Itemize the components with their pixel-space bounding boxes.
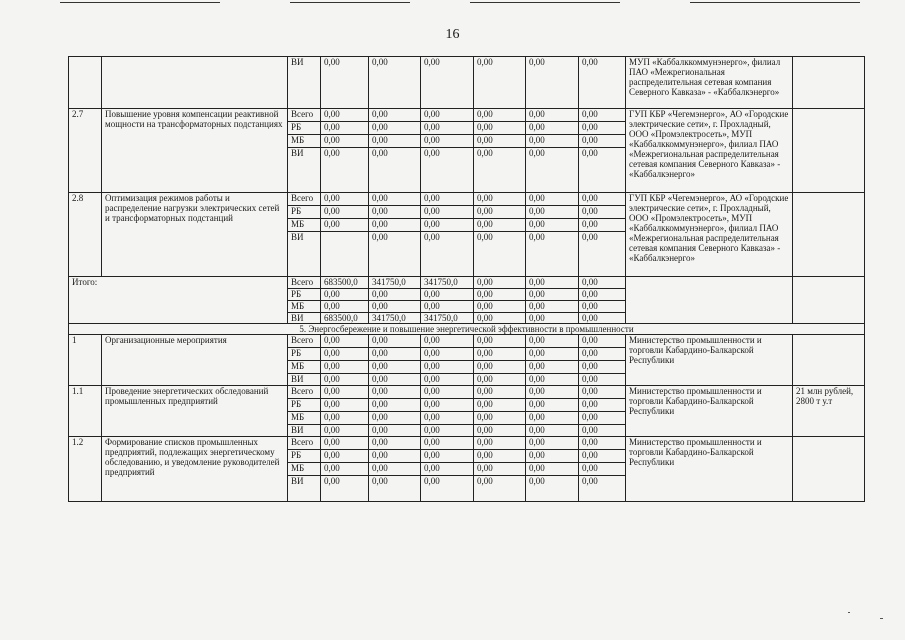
amount-cell: 0,00 — [421, 219, 474, 232]
amount-cell: 0,00 — [369, 193, 421, 206]
expected-result: 21 млн рублей, 2800 т у.т — [793, 386, 865, 437]
amount-cell: 0,00 — [421, 109, 474, 122]
amount-cell: 0,00 — [526, 206, 579, 219]
funding-source: ВИ — [288, 425, 321, 437]
executor: Министерство промышленности и торговли Кабардино-Балкарской Республики — [626, 386, 793, 437]
amount-cell: 0,00 — [321, 348, 369, 361]
amount-cell: 0,00 — [321, 450, 369, 463]
amount-cell: 0,00 — [369, 289, 421, 301]
amount-cell: 0,00 — [474, 313, 526, 324]
amount-cell: 0,00 — [474, 348, 526, 361]
amount-cell: 0,00 — [421, 476, 474, 502]
amount-cell: 0,00 — [474, 232, 526, 277]
funding-source: МБ — [288, 361, 321, 374]
amount-cell: 0,00 — [321, 399, 369, 412]
amount-cell: 0,00 — [526, 399, 579, 412]
amount-cell: 0,00 — [579, 135, 626, 148]
funding-source: МБ — [288, 301, 321, 313]
funding-source: Всего — [288, 335, 321, 348]
amount-cell: 0,00 — [369, 135, 421, 148]
amount-cell: 0,00 — [321, 219, 369, 232]
total-label: Итого: — [69, 277, 288, 324]
amount-cell: 0,00 — [321, 148, 369, 193]
amount-cell: 0,00 — [369, 219, 421, 232]
amount-cell: 0,00 — [579, 476, 626, 502]
amount-cell: 0,00 — [321, 122, 369, 135]
amount-cell: 0,00 — [579, 425, 626, 437]
executor: Министерство промышленности и торговли Кабардино-Балкарской Республики — [626, 335, 793, 386]
amount-cell: 0,00 — [369, 232, 421, 277]
executor: МУП «Каббалккоммунэнерго», филиал ПАО «Межрегиональная распределительная сетевая компания Северного Кавказа» - «Каббалкэнерго» — [626, 57, 793, 109]
amount-cell: 683500,0 — [321, 313, 369, 324]
amount-cell: 0,00 — [526, 289, 579, 301]
amount-cell: 0,00 — [369, 463, 421, 476]
amount-cell: 0,00 — [579, 374, 626, 386]
amount-cell: 0,00 — [321, 425, 369, 437]
amount-cell: 0,00 — [579, 399, 626, 412]
amount-cell: 0,00 — [369, 348, 421, 361]
amount-cell: 0,00 — [421, 412, 474, 425]
amount-cell: 0,00 — [421, 374, 474, 386]
table-body — [69, 57, 865, 502]
amount-cell: 0,00 — [421, 206, 474, 219]
section-row — [69, 324, 865, 335]
amount-cell: 0,00 — [526, 57, 579, 109]
funding-source: ВИ — [288, 374, 321, 386]
funding-source: РБ — [288, 206, 321, 219]
amount-cell — [321, 232, 369, 277]
measure-number: 1.1 — [69, 386, 102, 437]
amount-cell: 0,00 — [474, 361, 526, 374]
scan-speck — [880, 618, 883, 619]
amount-cell: 0,00 — [579, 450, 626, 463]
table-row — [69, 437, 865, 450]
amount-cell: 0,00 — [474, 148, 526, 193]
amount-cell: 0,00 — [526, 374, 579, 386]
amount-cell: 0,00 — [526, 148, 579, 193]
amount-cell: 0,00 — [579, 219, 626, 232]
amount-cell: 0,00 — [369, 386, 421, 399]
amount-cell: 0,00 — [369, 361, 421, 374]
amount-cell: 0,00 — [474, 289, 526, 301]
amount-cell: 0,00 — [526, 335, 579, 348]
amount-cell: 0,00 — [579, 386, 626, 399]
amount-cell: 0,00 — [579, 57, 626, 109]
amount-cell: 0,00 — [421, 386, 474, 399]
page-number: 16 — [445, 27, 460, 42]
amount-cell: 341750,0 — [369, 313, 421, 324]
section-title: 5. Энергосбережение и повышение энергетической эффективности в промышленности — [69, 324, 865, 335]
amount-cell: 0,00 — [579, 437, 626, 450]
measure-title — [102, 57, 288, 109]
amount-cell: 0,00 — [579, 122, 626, 135]
amount-cell: 0,00 — [579, 313, 626, 324]
amount-cell: 0,00 — [421, 450, 474, 463]
expected-result — [793, 437, 865, 502]
amount-cell: 0,00 — [579, 206, 626, 219]
amount-cell: 0,00 — [526, 361, 579, 374]
amount-cell: 0,00 — [474, 57, 526, 109]
amount-cell: 0,00 — [421, 122, 474, 135]
executor: Министерство промышленности и торговли Кабардино-Балкарской Республики — [626, 437, 793, 502]
amount-cell: 0,00 — [474, 219, 526, 232]
amount-cell: 0,00 — [421, 193, 474, 206]
amount-cell: 0,00 — [474, 374, 526, 386]
funding-source: Всего — [288, 437, 321, 450]
amount-cell: 0,00 — [579, 148, 626, 193]
amount-cell: 683500,0 — [321, 277, 369, 289]
amount-cell: 0,00 — [474, 206, 526, 219]
amount-cell: 0,00 — [579, 463, 626, 476]
amount-cell: 0,00 — [474, 122, 526, 135]
table-row — [69, 335, 865, 348]
amount-cell: 0,00 — [526, 122, 579, 135]
amount-cell: 0,00 — [369, 425, 421, 437]
amount-cell: 0,00 — [369, 335, 421, 348]
measure-title: Организационные мероприятия — [102, 335, 288, 386]
amount-cell: 0,00 — [526, 135, 579, 148]
table-row — [69, 109, 865, 122]
amount-cell: 0,00 — [474, 386, 526, 399]
amount-cell: 0,00 — [421, 425, 474, 437]
expected-result — [793, 335, 865, 386]
amount-cell: 0,00 — [526, 425, 579, 437]
amount-cell: 0,00 — [321, 374, 369, 386]
amount-cell: 0,00 — [579, 335, 626, 348]
amount-cell: 0,00 — [421, 399, 474, 412]
funding-source: ВИ — [288, 313, 321, 324]
amount-cell: 0,00 — [321, 386, 369, 399]
measure-title: Формирование списков промышленных предприятий, подлежащих энергетическому обследованию, и уведомление руководителей предприятий — [102, 437, 288, 502]
amount-cell: 0,00 — [421, 135, 474, 148]
amount-cell: 0,00 — [421, 335, 474, 348]
amount-cell: 0,00 — [526, 348, 579, 361]
amount-cell: 0,00 — [526, 109, 579, 122]
amount-cell: 0,00 — [321, 57, 369, 109]
amount-cell: 341750,0 — [421, 277, 474, 289]
amount-cell: 0,00 — [526, 301, 579, 313]
measure-title: Проведение энергетических обследований промышленных предприятий — [102, 386, 288, 437]
amount-cell: 0,00 — [321, 193, 369, 206]
amount-cell: 0,00 — [421, 232, 474, 277]
amount-cell: 0,00 — [369, 450, 421, 463]
amount-cell: 0,00 — [421, 57, 474, 109]
amount-cell: 0,00 — [369, 301, 421, 313]
amount-cell: 0,00 — [526, 219, 579, 232]
amount-cell: 0,00 — [369, 57, 421, 109]
amount-cell: 0,00 — [321, 437, 369, 450]
amount-cell: 0,00 — [369, 122, 421, 135]
amount-cell: 341750,0 — [369, 277, 421, 289]
amount-cell: 0,00 — [321, 361, 369, 374]
amount-cell: 0,00 — [474, 463, 526, 476]
amount-cell: 0,00 — [321, 206, 369, 219]
amount-cell: 0,00 — [579, 348, 626, 361]
amount-cell: 0,00 — [421, 361, 474, 374]
amount-cell: 0,00 — [526, 277, 579, 289]
amount-cell: 0,00 — [369, 412, 421, 425]
funding-source: РБ — [288, 399, 321, 412]
amount-cell: 0,00 — [369, 206, 421, 219]
funding-source: РБ — [288, 450, 321, 463]
amount-cell: 0,00 — [369, 148, 421, 193]
funding-source: Всего — [288, 193, 321, 206]
amount-cell: 0,00 — [369, 437, 421, 450]
amount-cell: 0,00 — [369, 374, 421, 386]
measure-number — [69, 57, 102, 109]
funding-source: МБ — [288, 412, 321, 425]
table-row — [69, 193, 865, 206]
amount-cell: 0,00 — [579, 361, 626, 374]
amount-cell: 0,00 — [474, 301, 526, 313]
amount-cell: 0,00 — [526, 450, 579, 463]
amount-cell: 0,00 — [321, 301, 369, 313]
expected-result — [793, 57, 865, 109]
measure-number: 1.2 — [69, 437, 102, 502]
amount-cell: 0,00 — [421, 289, 474, 301]
amount-cell: 0,00 — [369, 109, 421, 122]
amount-cell: 0,00 — [321, 463, 369, 476]
amount-cell: 0,00 — [474, 135, 526, 148]
funding-source: Всего — [288, 277, 321, 289]
amount-cell: 0,00 — [579, 412, 626, 425]
executor-empty — [626, 277, 793, 324]
amount-cell: 0,00 — [321, 289, 369, 301]
funding-source: МБ — [288, 219, 321, 232]
amount-cell: 0,00 — [526, 463, 579, 476]
amount-cell: 0,00 — [474, 425, 526, 437]
executor: ГУП КБР «Чегемэнерго», АО «Городские электрические сети», г. Прохладный, ООО «Промэлектросеть», МУП «Каббалккоммунэнерго», филиал ПАО «Межрегиональная распределительная сетевая компания Северного Кавказа» - «Каббалкэнерго» — [626, 109, 793, 193]
measure-title: Оптимизация режимов работы и распределение нагрузки электрических сетей и трансформаторных подстанций — [102, 193, 288, 277]
funding-source: РБ — [288, 289, 321, 301]
funding-source: Всего — [288, 386, 321, 399]
measure-title: Повышение уровня компенсации реактивной мощности на трансформаторных подстанциях — [102, 109, 288, 193]
amount-cell: 0,00 — [474, 335, 526, 348]
funding-source: МБ — [288, 463, 321, 476]
table-row — [69, 57, 865, 109]
amount-cell: 0,00 — [421, 148, 474, 193]
table-row — [69, 386, 865, 399]
amount-cell: 0,00 — [421, 348, 474, 361]
amount-cell: 0,00 — [369, 476, 421, 502]
expected-result — [793, 109, 865, 193]
amount-cell: 0,00 — [474, 476, 526, 502]
note-empty — [793, 277, 865, 324]
funding-source: ВИ — [288, 148, 321, 193]
amount-cell: 0,00 — [474, 277, 526, 289]
amount-cell: 0,00 — [474, 109, 526, 122]
amount-cell: 0,00 — [579, 109, 626, 122]
amount-cell: 0,00 — [369, 399, 421, 412]
amount-cell: 0,00 — [321, 109, 369, 122]
funding-source: Всего — [288, 109, 321, 122]
measure-number: 2.8 — [69, 193, 102, 277]
scan-speck — [848, 612, 850, 613]
funding-source: ВИ — [288, 232, 321, 277]
amount-cell: 0,00 — [526, 232, 579, 277]
program-table — [68, 56, 865, 502]
amount-cell: 0,00 — [474, 193, 526, 206]
amount-cell: 0,00 — [579, 289, 626, 301]
funding-source: МБ — [288, 135, 321, 148]
amount-cell: 0,00 — [526, 193, 579, 206]
amount-cell: 0,00 — [321, 335, 369, 348]
amount-cell: 0,00 — [321, 476, 369, 502]
funding-source: РБ — [288, 348, 321, 361]
amount-cell: 0,00 — [526, 313, 579, 324]
amount-cell: 0,00 — [474, 399, 526, 412]
amount-cell: 0,00 — [421, 463, 474, 476]
amount-cell: 0,00 — [526, 437, 579, 450]
total-row — [69, 277, 865, 289]
funding-source: ВИ — [288, 476, 321, 502]
scan-top-lines — [0, 0, 905, 6]
measure-number: 2.7 — [69, 109, 102, 193]
amount-cell: 0,00 — [526, 412, 579, 425]
amount-cell: 0,00 — [474, 437, 526, 450]
amount-cell: 0,00 — [579, 301, 626, 313]
amount-cell: 0,00 — [474, 450, 526, 463]
funding-source: РБ — [288, 122, 321, 135]
amount-cell: 0,00 — [579, 277, 626, 289]
expected-result — [793, 193, 865, 277]
amount-cell: 0,00 — [579, 232, 626, 277]
measure-number: 1 — [69, 335, 102, 386]
amount-cell: 0,00 — [579, 193, 626, 206]
amount-cell: 0,00 — [474, 412, 526, 425]
funding-source: ВИ — [288, 57, 321, 109]
amount-cell: 0,00 — [526, 476, 579, 502]
amount-cell: 0,00 — [321, 412, 369, 425]
amount-cell: 0,00 — [421, 301, 474, 313]
amount-cell: 0,00 — [321, 135, 369, 148]
executor: ГУП КБР «Чегемэнерго», АО «Городские электрические сети», г. Прохладный, ООО «Промэлектросеть», МУП «Каббалккоммунэнерго», филиал ПАО «Межрегиональная распределительная сетевая компания Северного Кавказа» - «Каббалкэнерго» — [626, 193, 793, 277]
amount-cell: 341750,0 — [421, 313, 474, 324]
amount-cell: 0,00 — [421, 437, 474, 450]
amount-cell: 0,00 — [526, 386, 579, 399]
